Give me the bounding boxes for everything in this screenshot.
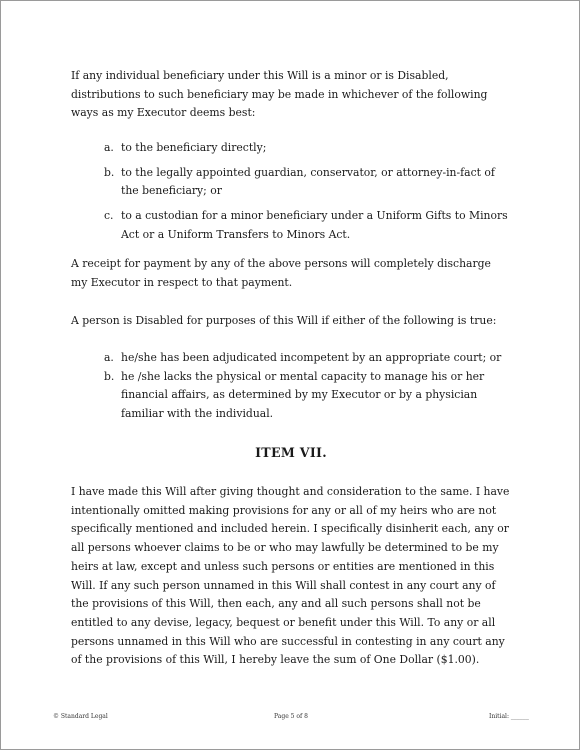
list-item <box>104 139 516 158</box>
paragraph-disabled-definition: A person is Disabled for purposes of this Will if either of the following is true: <box>71 314 497 327</box>
list-item <box>104 164 516 201</box>
footer-page-number: Page 5 of 8 <box>274 713 308 720</box>
list-item-text: he/she has been adjudicated incompetent by an appropriate court; or <box>121 351 502 364</box>
paragraph-disabled-distribution: If any individual beneficiary under this Will is a minor or is Disabled, distributions to such beneficiary may be made in whichever of the following ways as my Executor deems best: <box>71 69 488 120</box>
list-item <box>104 368 516 424</box>
list-item-text: to the legally appointed guardian, conservator, or attorney-in-fact of the beneficiary; or <box>121 165 495 198</box>
list-item <box>104 207 516 244</box>
paragraph-receipt: A receipt for payment by any of the above persons will completely discharge my Executor in respect to that payment. <box>71 257 491 289</box>
list-item-text: he /she lacks the physical or mental capacity to manage his or her financial affairs, as determined by my Executor or by a physician familiar with the individual. <box>121 369 485 421</box>
paragraph-item-vii: I have made this Will after giving thought and consideration to the same. I have intentionally omitted making provisions for any or all of my heirs who are not specifically mentioned and included herein. I specifically disinherit each, any or all persons whoever claims to be or who may lawfully be determined to be my heirs at law, except and unless such persons or entities are mentioned in this Will. If any such person unnamed in this Will shall contest in any court any of the provisions of this Will, then each, any and all such persons shall not be entitled to any devise, legacy, bequest or benefit under this Will. To any or all persons unnamed in this Will who are successful in contesting in any court any of the provisions of this Will, I hereby leave the sum of One Dollar ($1.00). <box>71 485 510 667</box>
list-marker: b. <box>104 165 115 179</box>
list-item-text: to the beneficiary directly; <box>121 141 267 154</box>
footer-copyright: © Standard Legal <box>53 713 108 720</box>
list-item <box>104 349 516 368</box>
distribution-methods-list <box>104 139 516 251</box>
list-marker: a. <box>104 351 114 364</box>
list-item-text: to a custodian for a minor beneficiary under a Uniform Gifts to Minors Act or a Uniform Transfers to Minors Act. <box>121 209 508 241</box>
list-marker: c. <box>104 209 114 223</box>
footer-initial: Initial: ______ <box>489 713 529 720</box>
list-marker: a. <box>104 141 114 154</box>
section-heading: ITEM VII. <box>255 445 327 460</box>
list-marker: b. <box>104 369 115 383</box>
disabled-conditions-list <box>104 349 516 424</box>
